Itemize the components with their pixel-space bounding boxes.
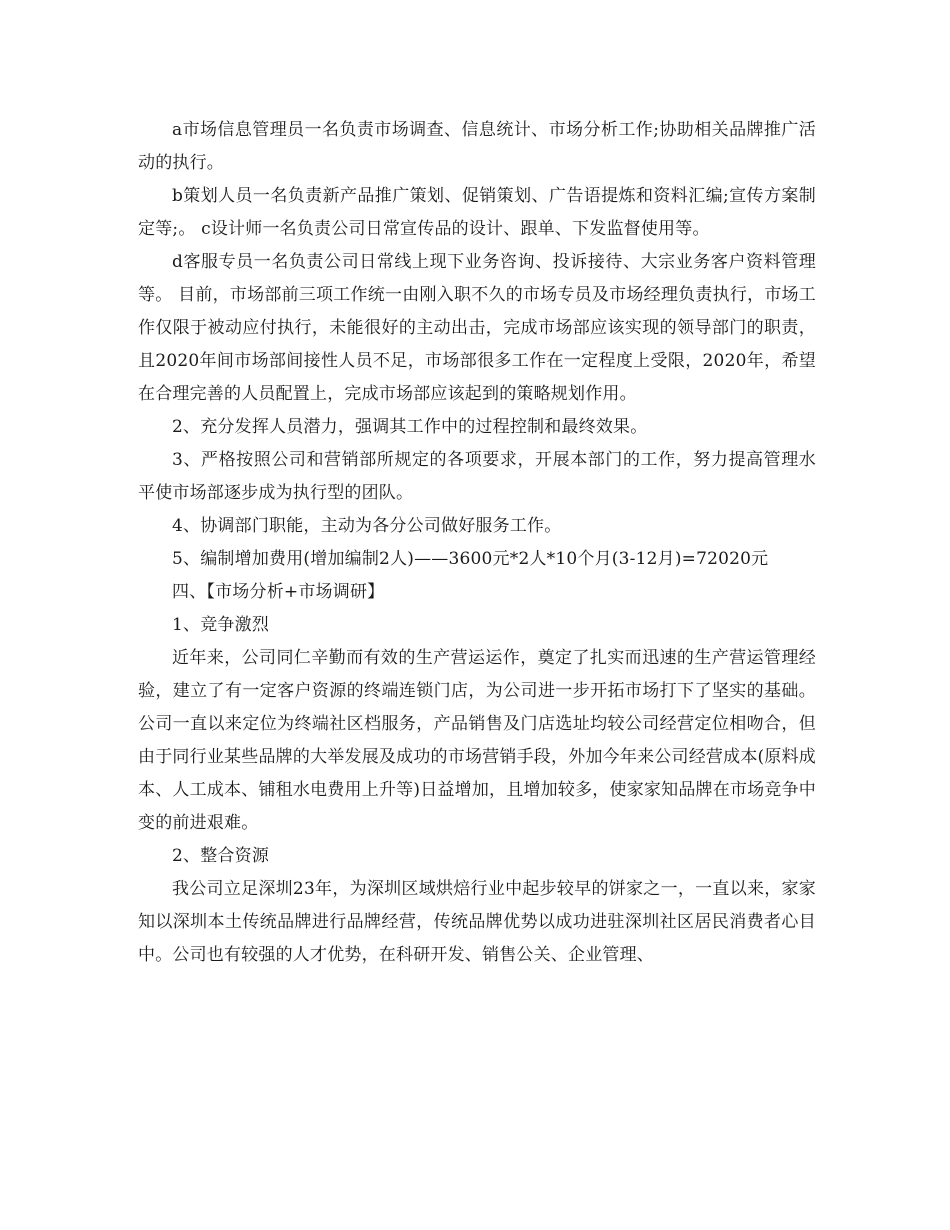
subheading-competition: 1、竞争激烈 [172, 615, 270, 635]
paragraph-staff-b-c: b策划人员一名负责新产品推广策划、促销策划、广告语提炼和资料汇编;宣传方案制定等;。 c设计师一名负责公司日常宣传品的设计、跟单、下发监督使用等。 [138, 186, 816, 239]
subheading-resources: 2、整合资源 [172, 846, 270, 866]
list-item-4: 4、协调部门职能，主动为各分公司做好服务工作。 [172, 516, 562, 536]
section-heading-four: 四、【市场分析+市场调研】 [172, 582, 385, 602]
paragraph-competition: 近年来，公司同仁辛勤而有效的生产营运运作，奠定了扎实而迅速的生产营运管理经验，建立了有一定客户资源的终端连锁门店，为公司进一步开拓市场打下了坚实的基础。公司一直以来定位为终端社区档服务，产品销售及门店选址均较公司经营定位相吻合，但由于同行业某些品牌的大举发展及成功的市场营销手段，外加今年来公司经营成本(原料成本、人工成本、铺租水电费用上升等)日益增加，且增加较多，使家家知品牌在市场竞争中变的前进艰难。 [138, 648, 816, 833]
list-item-2: 2、充分发挥人员潜力，强调其工作中的过程控制和最终效果。 [172, 417, 648, 437]
paragraph-resources: 我公司立足深圳23年，为深圳区域烘焙行业中起步较早的饼家之一，一直以来，家家知以深圳本土传统品牌进行品牌经营，传统品牌优势以成功进驻深圳社区居民消费者心目中。公司也有较强的人才优势，在科研开发、销售公关、企业管理、 [138, 879, 816, 965]
paragraph-staff-a: a市场信息管理员一名负责市场调查、信息统计、市场分析工作;协助相关品牌推广活动的执行。 [138, 120, 816, 173]
list-item-3: 3、严格按照公司和营销部所规定的各项要求，开展本部门的工作，努力提高管理水平使市场部逐步成为执行型的团队。 [138, 450, 816, 503]
document-body [138, 114, 816, 972]
list-item-5: 5、编制增加费用(增加编制2人)——3600元*2人*10个月(3-12月)=72020元 [172, 549, 769, 569]
paragraph-staff-d: d客服专员一名负责公司日常线上现下业务咨询、投诉接待、大宗业务客户资料管理等。 目前，市场部前三项工作统一由刚入职不久的市场专员及市场经理负责执行，市场工作仅限于被动应付执行，未能很好的主动出击，完成市场部应该实现的领导部门的职责，且2020年间市场部间接性人员不足，市场部很多工作在一定程度上受限，2020年，希望在合理完善的人员配置上，完成市场部应该起到的策略规划作用。 [138, 252, 816, 404]
